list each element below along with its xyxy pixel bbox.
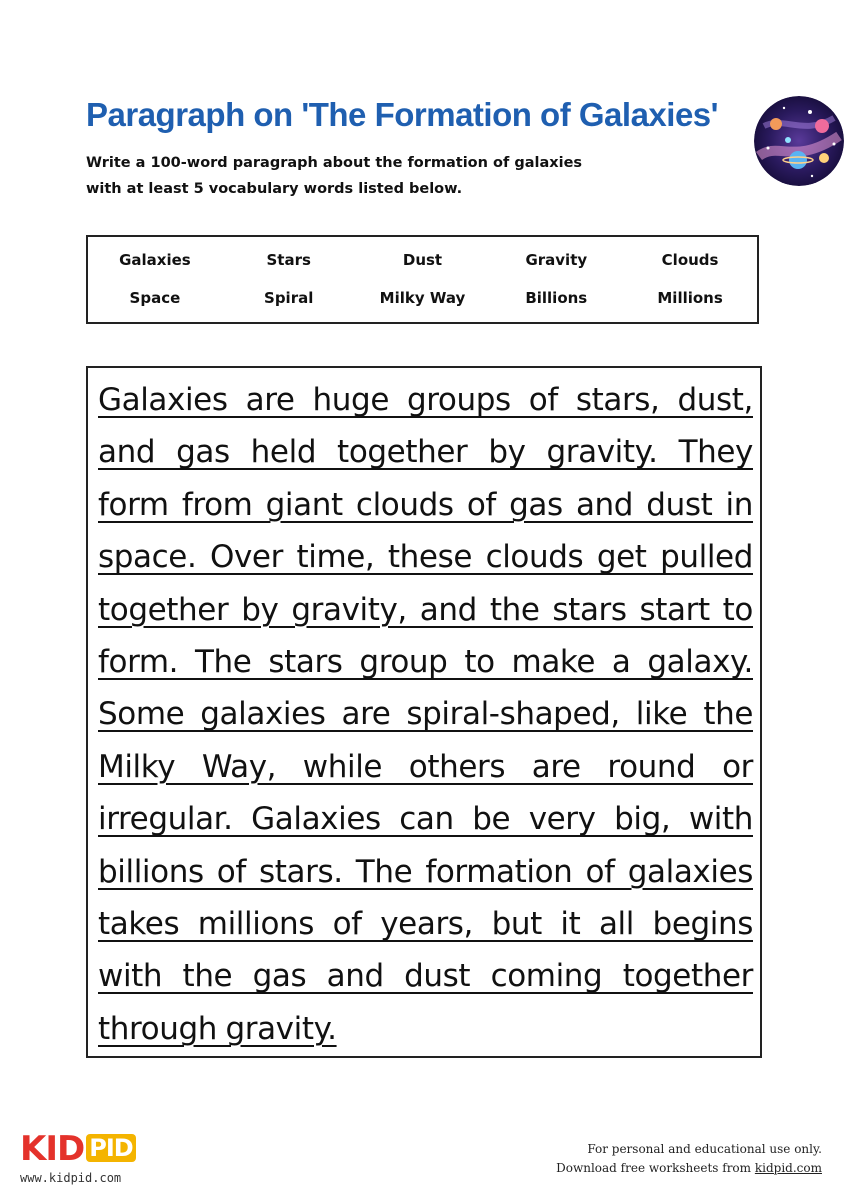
footer-line-1: For personal and educational use only. bbox=[587, 1142, 822, 1156]
vocab-word: Milky Way bbox=[379, 289, 466, 307]
page-title: Paragraph on 'The Formation of Galaxies' bbox=[86, 96, 718, 133]
vocab-word: Stars bbox=[266, 251, 311, 269]
paragraph-text: Galaxies are huge groups of stars, dust, and gas held together by gravity. They form from giant clouds of gas and dust in space. Over time, these clouds get pulled together by gravity, and the stars start to form. The stars group to make a galaxy. Some galaxies are spiral-shaped, like the Milky Way, while others are round or irregular. Galaxies can be very big, with billions of stars. The formation of galaxies takes millions of years, but it all begins with the gas and dust coming together through gravity. bbox=[98, 382, 753, 1047]
vocab-word: Dust bbox=[402, 251, 443, 269]
vocabulary-row-1 bbox=[88, 251, 757, 269]
vocab-word: Clouds bbox=[661, 251, 719, 269]
kidpid-logo bbox=[20, 1129, 136, 1169]
footer-line-2 bbox=[556, 1159, 822, 1178]
galaxy-planets-illustration bbox=[754, 96, 844, 186]
footer-link[interactable]: kidpid.com bbox=[754, 1161, 822, 1175]
vocab-word: Galaxies bbox=[119, 251, 191, 269]
footer-line-2-prefix: Download free worksheets from bbox=[556, 1161, 755, 1175]
vocab-word: Gravity bbox=[525, 251, 588, 269]
paragraph-box bbox=[86, 366, 762, 1058]
logo-pid-text: PID bbox=[86, 1134, 135, 1162]
footer-note bbox=[556, 1140, 822, 1178]
vocabulary-row-2 bbox=[88, 289, 757, 307]
instructions bbox=[86, 150, 646, 202]
logo-url: www.kidpid.com bbox=[20, 1171, 122, 1185]
vocab-word: Millions bbox=[657, 289, 723, 307]
instructions-line-2: with at least 5 vocabulary words listed below. bbox=[86, 181, 463, 197]
vocab-word: Space bbox=[129, 289, 181, 307]
instructions-line-1: Write a 100-word paragraph about the formation of galaxies bbox=[86, 155, 583, 171]
vocab-word: Billions bbox=[525, 289, 588, 307]
vocabulary-box bbox=[86, 235, 759, 324]
logo-kid-text: KID bbox=[20, 1129, 85, 1169]
vocab-word: Spiral bbox=[264, 289, 314, 307]
